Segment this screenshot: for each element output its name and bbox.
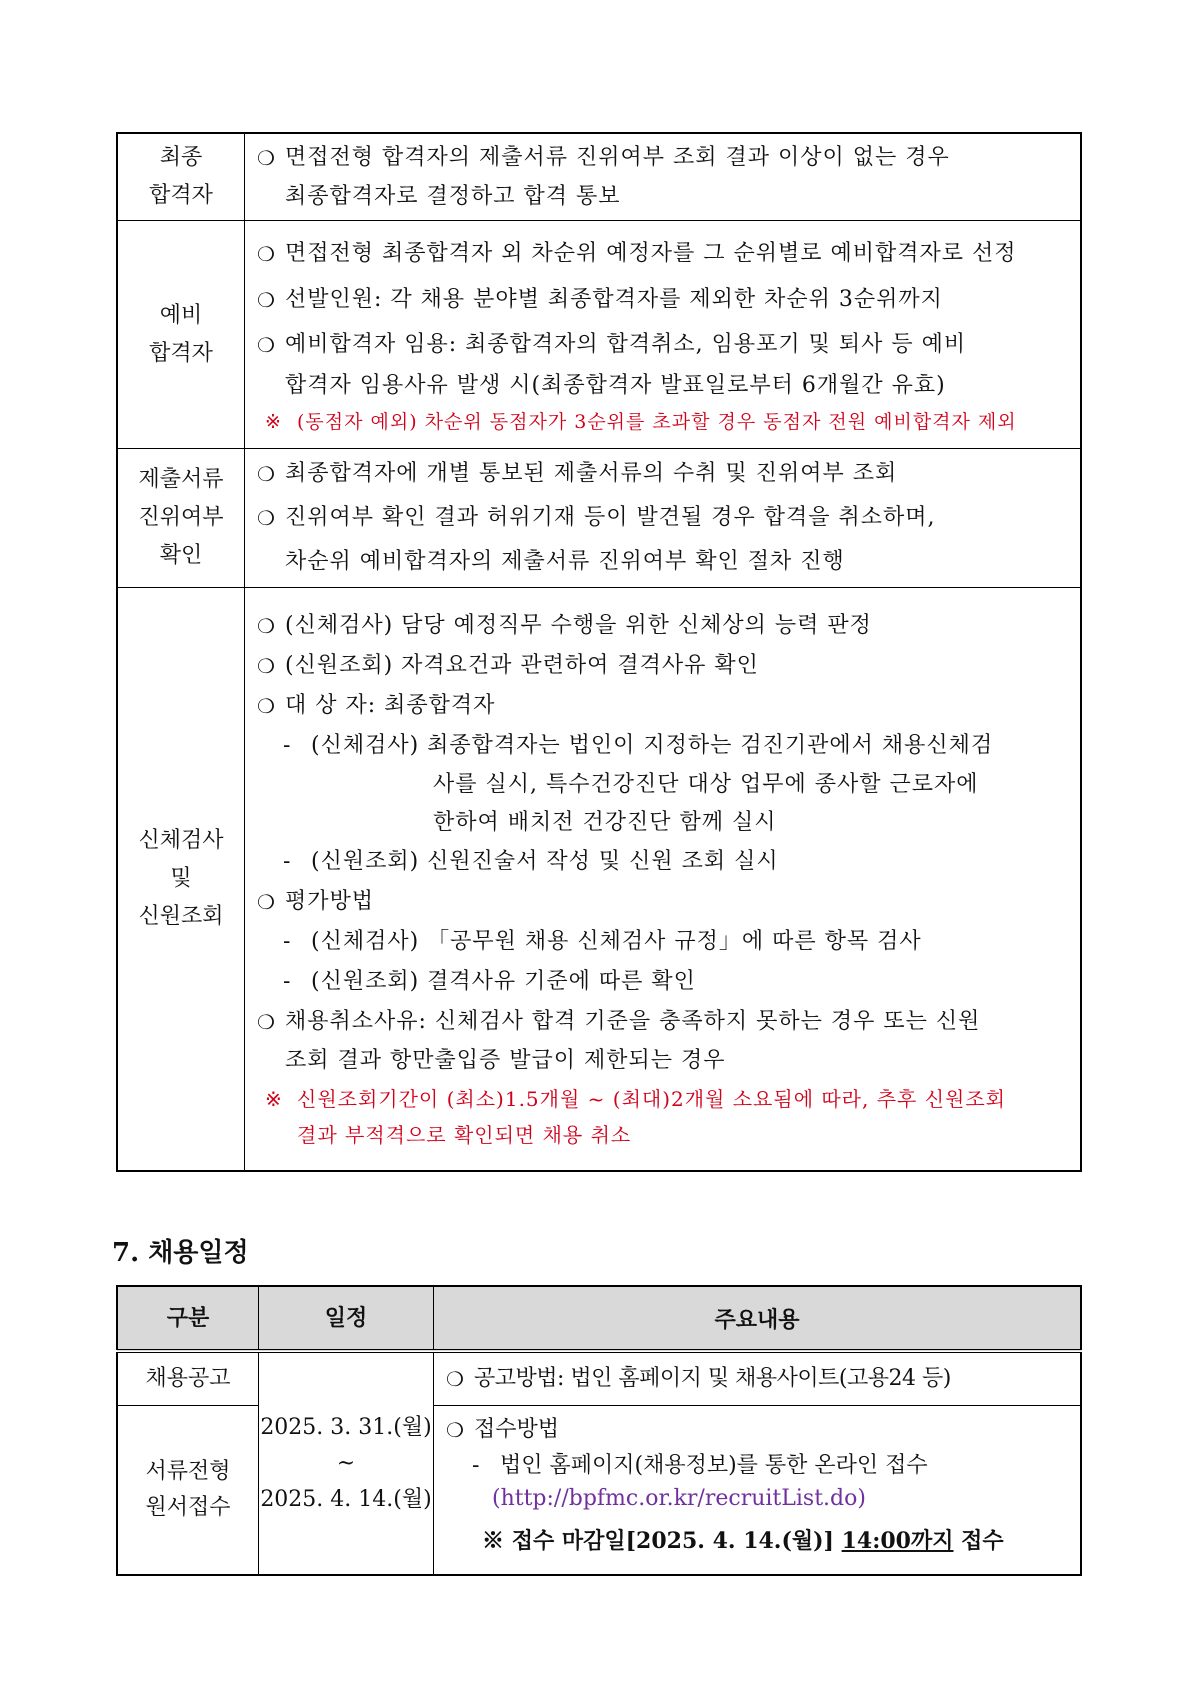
sub-item: - (신체검사) 「공무원 채용 신체검사 규정」에 따른 항목 검사: [283, 928, 922, 954]
bullet-item: ❍ 면접전형 최종합격자 외 차순위 예정자를 그 순위별로 예비합격자로 선정: [253, 231, 1070, 277]
bullet-icon: ❍: [257, 287, 276, 312]
bullet-item: ❍ 대 상 자: 최종합격자: [253, 686, 1070, 726]
bullet-icon: ❍: [257, 506, 276, 530]
bullet-icon: ❍: [257, 146, 276, 170]
bullet-icon: ❍: [257, 889, 276, 914]
row-content-reserve-pass: ❍ 면접전형 최종합격자 외 차순위 예정자를 그 순위별로 예비합격자로 선정 ❍ 선발인원: 각 채용 분야별 최종합격자를 제외한 차순위 3순위까지 ❍ 예비합격자 임용: 최종합격자의 합격취소, 임용포기 및 퇴사 등 예비 합격자 임용사유 발생 시(최종합격자 발표일로부터 6개월간 유효) ※ (동점자 예외) 차순위 동점자가 3순위를 초과할 경우 동점자 전원 예비합격자 제외: [245, 221, 1082, 449]
row-label-health-background-check: 신체검사 및 신원조회: [117, 588, 245, 1171]
notice-text: ※ (동점자 예외) 차순위 동점자가 3순위를 초과할 경우 동점자 전원 예비합격자 제외: [253, 405, 1070, 439]
table-row-document-verification: [117, 449, 1081, 588]
bullet-icon: ❍: [446, 1417, 464, 1442]
notice-text: ※ 신원조회기간이 (최소)1.5개월 ~ (최대)2개월 소요됨에 따라, 추후 신원조회: [253, 1080, 1070, 1118]
row-content-health-background-check: ❍ (신체검사) 담당 예정직무 수행을 위한 신체상의 능력 판정 ❍ (신원조회) 자격요건과 관련하여 결격사유 확인 ❍ 대 상 자: 최종합격자 - (신체검사) 최종합격자는 법인이 지정하는 검진기관에서 채용신체검 사를 실시, 특수건강진단 대상 업무에 종사할 근로자에 한하여 배치전 건강진단 함께 실시 - (신원조회) 신원진술서 작성 및 신원 조회 실시 ❍ 평가방법 - (신체검사) 「공무원 채용 신체검사 규정」에 따른 항목 검사 - (신원조회) 결격사유 기준에 따른 확인 ❍ 채용취소사유: 신체검사 합격 기준을 충족하지 못하는 경우 또는 신원 조회 결과 항만출입증 발급이 제한되는 경우 ※ 신원조회기간이 (최소)1.5개월 ~ (최대)2개월 소요됨에 따라, 추후 신원조회 결과 부적격으로 확인되면 채용 취소: [245, 588, 1082, 1171]
column-header-schedule: 일정: [259, 1286, 434, 1351]
table-header-row: [117, 1286, 1081, 1351]
recruitment-schedule-table: [116, 1285, 1082, 1576]
reference-mark-icon: ※: [482, 1527, 505, 1554]
bullet-item: ❍ (신체검사) 담당 예정직무 수행을 위한 신체상의 능력 판정: [253, 606, 1070, 646]
sub-item: - (신원조회) 결격사유 기준에 따른 확인: [283, 968, 696, 994]
row-content-document-verification: ❍ 최종합격자에 개별 통보된 제출서류의 수취 및 진위여부 조회 ❍ 진위여부 확인 결과 허위기재 등이 발견될 경우 합격을 취소하며, 차순위 예비합격자의 제출서류 진위여부 확인 절차 진행: [245, 449, 1082, 588]
bullet-item: ❍ 평가방법: [253, 882, 1070, 922]
row-label-final-pass: 최종 합격자: [117, 133, 245, 221]
row-content-announcement: [434, 1351, 1082, 1405]
date-start: 2025. 3. 31.(월): [260, 1414, 432, 1440]
bullet-icon: ❍: [257, 613, 276, 638]
reference-mark-icon: ※: [265, 410, 282, 433]
bullet-icon: ❍: [257, 693, 276, 718]
row-label-reserve-pass: 예비 합격자: [117, 221, 245, 449]
row-label-document-verification: 제출서류 진위여부 확인: [117, 449, 245, 588]
bullet-item: ❍ (신원조회) 자격요건과 관련하여 결격사유 확인: [253, 646, 1070, 686]
table-row-health-background-check: [117, 588, 1081, 1171]
bullet-icon: ❍: [446, 1366, 464, 1391]
row-content-application: [434, 1405, 1082, 1575]
row-label-application: 서류전형 원서접수: [117, 1405, 259, 1575]
bullet-icon: ❍: [257, 332, 276, 357]
row-content-final-pass: ❍ 면접전형 합격자의 제출서류 진위여부 조회 결과 이상이 없는 경우 최종합격자로 결정하고 합격 통보: [245, 133, 1082, 221]
sub-item: - (신원조회) 신원진술서 작성 및 신원 조회 실시: [283, 848, 779, 874]
sub-item: - (신체검사) 최종합격자는 법인이 지정하는 검진기관에서 채용신체검: [283, 732, 994, 758]
date-end: 2025. 4. 14.(월): [260, 1486, 432, 1512]
bullet-icon: ❍: [257, 462, 276, 486]
section-heading-recruitment-schedule: 7. 채용일정: [112, 1238, 249, 1268]
table-row-final-pass: [117, 133, 1081, 221]
bullet-icon: ❍: [257, 241, 276, 266]
row-label-announcement: 채용공고: [117, 1351, 259, 1405]
bullet-item: ❍ 접수방법: [442, 1412, 1072, 1448]
column-header-category: 구분: [117, 1286, 259, 1351]
date-separator: ~: [336, 1450, 356, 1476]
schedule-dates: [259, 1351, 434, 1575]
bullet-icon: ❍: [257, 653, 276, 678]
selection-process-table: [116, 132, 1082, 1172]
bullet-item: ❍ 선발인원: 각 채용 분야별 최종합격자를 제외한 차순위 3순위까지: [253, 277, 1070, 323]
column-header-details: 주요내용: [434, 1286, 1082, 1351]
table-row-reserve-pass: [117, 221, 1081, 449]
bullet-item: ❍ 최종합격자에 개별 통보된 제출서류의 수취 및 진위여부 조회: [253, 453, 1070, 495]
recruit-url-link[interactable]: (http://bpfmc.or.kr/recruitList.do): [492, 1485, 866, 1511]
bullet-item: ❍ 예비합격자 임용: 최종합격자의 합격취소, 임용포기 및 퇴사 등 예비: [253, 323, 1070, 367]
table-row-announcement: [117, 1351, 1081, 1405]
sub-item: - 법인 홈페이지(채용정보)를 통한 온라인 접수: [472, 1452, 928, 1478]
bullet-item: ❍ 면접전형 합격자의 제출서류 진위여부 조회 결과 이상이 없는 경우: [253, 138, 1070, 178]
deadline-notice: ※ 접수 마감일[2025. 4. 14.(월)] 14:00까지 접수: [482, 1527, 1004, 1554]
bullet-item: ❍ 채용취소사유: 신체검사 합격 기준을 충족하지 못하는 경우 또는 신원: [253, 1002, 1070, 1042]
bullet-item: ❍ 진위여부 확인 결과 허위기재 등이 발견될 경우 합격을 취소하며,: [253, 495, 1070, 541]
bullet-item: ❍ 공고방법: 법인 홈페이지 및 채용사이트(고용24 등): [442, 1359, 1072, 1399]
bullet-icon: ❍: [257, 1009, 276, 1034]
reference-mark-icon: ※: [265, 1086, 283, 1111]
